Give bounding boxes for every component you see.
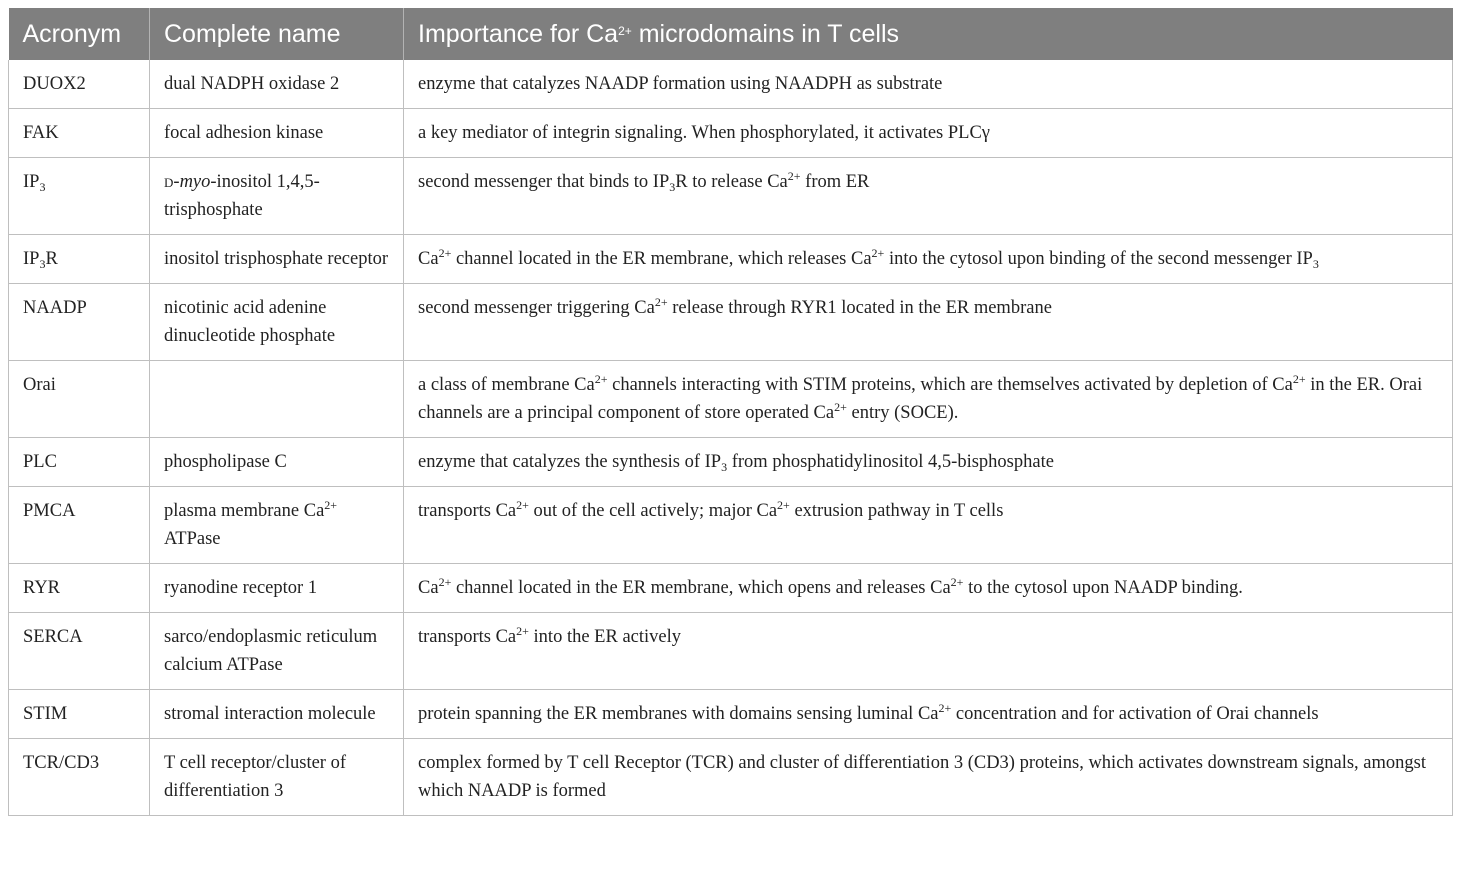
superscript: 2+ [950, 575, 964, 589]
cell-importance [404, 284, 1453, 361]
cell-complete-name [150, 739, 404, 816]
text-segment: from ER [800, 172, 870, 192]
subscript: 3 [1312, 257, 1319, 271]
table-row [9, 361, 1453, 438]
text-segment: -inositol 1,4,5-trisphosphate [164, 172, 320, 220]
text-segment: NAADP [23, 298, 87, 318]
text-segment: in the ER. Orai channels are a principal component of store operated Ca [418, 375, 1423, 423]
subscript: 3 [669, 180, 676, 194]
text-segment: IP [23, 172, 40, 192]
cell-complete-name [150, 564, 404, 613]
text-segment: nicotinic acid adenine dinucleotide phosphate [164, 298, 336, 346]
table-row [9, 613, 1453, 690]
text-segment: transports Ca [418, 501, 517, 521]
cell-complete-name [150, 438, 404, 487]
text-segment: STIM [23, 704, 68, 724]
cell-acronym [9, 438, 150, 487]
superscript: 2+ [777, 498, 790, 512]
cell-importance [404, 60, 1453, 109]
text-segment: stromal interaction molecule [164, 704, 376, 724]
header-importance [404, 8, 1453, 60]
cell-importance [404, 438, 1453, 487]
subscript: 3 [39, 180, 46, 194]
text-segment: RYR [23, 578, 61, 598]
text-segment: PMCA [23, 501, 76, 521]
text-segment: a class of membrane Ca [418, 375, 595, 395]
table-row [9, 109, 1453, 158]
superscript: 2+ [594, 372, 608, 386]
text-segment: concentration and for activation of Orai channels [951, 704, 1319, 724]
text-segment: IP [23, 249, 40, 269]
text-segment: focal adhesion kinase [164, 123, 324, 143]
text-segment: Ca [418, 578, 439, 598]
text-segment: ATPase [164, 529, 221, 549]
table-row [9, 60, 1453, 109]
cell-acronym [9, 613, 150, 690]
text-segment: out of the cell actively; major Ca [528, 501, 778, 521]
cell-complete-name [150, 613, 404, 690]
cell-acronym [9, 60, 150, 109]
text-segment: enzyme that catalyzes NAADP formation using NAADPH as substrate [418, 74, 943, 94]
text-segment: sarco/endoplasmic reticulum calcium ATPase [164, 627, 378, 675]
superscript: 2+ [1292, 372, 1306, 386]
cell-importance [404, 235, 1453, 284]
table-row [9, 235, 1453, 284]
text-segment: R [45, 249, 58, 269]
cell-acronym [9, 109, 150, 158]
cell-importance [404, 158, 1453, 235]
text-segment: inositol trisphosphate receptor [164, 249, 389, 269]
text-segment: from phosphatidylinositol 4,5-bisphosphate [727, 452, 1054, 472]
text-segment: protein spanning the ER membranes with domains sensing luminal Ca [418, 704, 939, 724]
subscript: 3 [721, 460, 728, 474]
text-segment: complex formed by T cell Receptor (TCR) and cluster of differentiation 3 (CD3) proteins, which activates downstream signals, amongst which NAADP is formed [418, 753, 1426, 801]
text-segment: channel located in the ER membrane, which releases Ca [451, 249, 872, 269]
text-segment: a key mediator of integrin signaling. When phosphorylated, it activates PLCγ [418, 123, 990, 143]
text-segment: PLC [23, 452, 57, 472]
cell-complete-name [150, 158, 404, 235]
cell-complete-name [150, 487, 404, 564]
text-segment: transports Ca [418, 627, 517, 647]
table-row [9, 284, 1453, 361]
cell-complete-name [150, 361, 404, 438]
cell-acronym [9, 564, 150, 613]
small-caps-text: d [164, 172, 174, 192]
text-segment: second messenger that binds to IP [418, 172, 670, 192]
table-row [9, 438, 1453, 487]
text-segment: channel located in the ER membrane, which opens and releases Ca [451, 578, 951, 598]
header-complete-name: Complete name [150, 8, 404, 60]
text-segment: Ca [418, 249, 439, 269]
text-segment: into the cytosol upon binding of the second messenger IP [884, 249, 1313, 269]
text-segment: extrusion pathway in T cells [789, 501, 1004, 521]
text-segment: ryanodine receptor 1 [164, 578, 318, 598]
superscript: 2+ [834, 400, 847, 414]
cell-complete-name [150, 109, 404, 158]
cell-acronym [9, 235, 150, 284]
text-segment: SERCA [23, 627, 83, 647]
table-row [9, 487, 1453, 564]
superscript: 2+ [787, 169, 801, 183]
cell-acronym [9, 690, 150, 739]
text-segment: second messenger triggering Ca [418, 298, 655, 318]
text-segment: Orai [23, 375, 56, 395]
cell-importance [404, 109, 1453, 158]
text-segment: DUOX2 [23, 74, 86, 94]
cell-acronym [9, 158, 150, 235]
table-body [9, 60, 1453, 816]
cell-importance [404, 690, 1453, 739]
text-segment: R to release Ca [675, 172, 788, 192]
table-row [9, 739, 1453, 816]
cell-acronym [9, 361, 150, 438]
header-acronym: Acronym [9, 8, 150, 60]
cell-complete-name [150, 690, 404, 739]
cell-complete-name [150, 235, 404, 284]
table-row [9, 564, 1453, 613]
header-importance-sup: 2+ [618, 23, 632, 38]
cell-complete-name [150, 284, 404, 361]
superscript: 2+ [938, 701, 952, 715]
text-segment: T cell receptor/cluster of differentiation 3 [164, 753, 347, 801]
text-segment: channels interacting with STIM proteins, which are themselves activated by depletion of Ca [607, 375, 1293, 395]
header-importance-post: microdomains in T cells [631, 19, 900, 48]
superscript: 2+ [516, 624, 529, 638]
cell-importance [404, 613, 1453, 690]
italic-text: myo [179, 172, 211, 192]
text-segment: into the ER actively [528, 627, 681, 647]
text-segment: release through RYR1 located in the ER membrane [667, 298, 1052, 318]
text-segment: plasma membrane Ca [164, 501, 325, 521]
superscript: 2+ [654, 295, 668, 309]
cell-importance [404, 487, 1453, 564]
superscript: 2+ [438, 246, 452, 260]
subscript: 3 [39, 257, 46, 271]
superscript: 2+ [516, 498, 529, 512]
table-header-row [9, 8, 1453, 60]
text-segment: - [173, 172, 180, 192]
cell-acronym [9, 739, 150, 816]
table-row [9, 690, 1453, 739]
cell-acronym [9, 487, 150, 564]
text-segment: dual NADPH oxidase 2 [164, 74, 340, 94]
text-segment: enzyme that catalyzes the synthesis of IP [418, 452, 722, 472]
acronym-table [8, 8, 1453, 816]
table-row [9, 158, 1453, 235]
cell-importance [404, 361, 1453, 438]
text-segment: FAK [23, 123, 59, 143]
superscript: 2+ [871, 246, 885, 260]
acronym-table-container [8, 8, 1452, 816]
cell-importance [404, 564, 1453, 613]
text-segment: to the cytosol upon NAADP binding. [963, 578, 1243, 598]
text-segment: phospholipase C [164, 452, 287, 472]
text-segment: TCR/CD3 [23, 753, 100, 773]
header-importance-pre: Importance for Ca [418, 19, 619, 48]
superscript: 2+ [324, 498, 338, 512]
superscript: 2+ [438, 575, 452, 589]
cell-complete-name [150, 60, 404, 109]
cell-importance [404, 739, 1453, 816]
cell-acronym [9, 284, 150, 361]
text-segment: entry (SOCE). [846, 403, 959, 423]
